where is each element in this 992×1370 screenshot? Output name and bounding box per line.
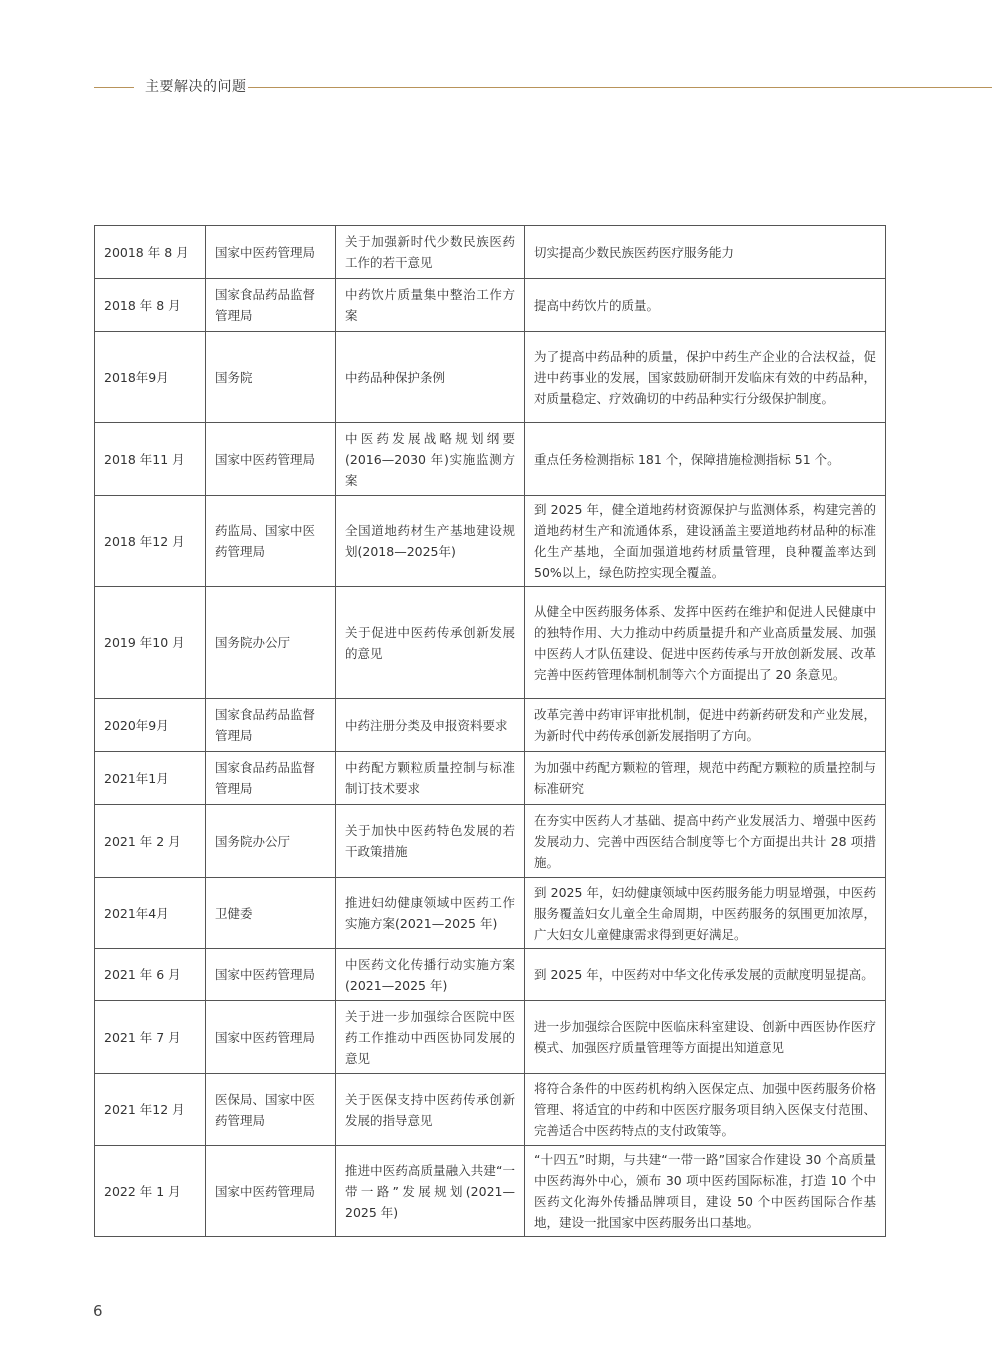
document-cell: 推进妇幼健康领域中医药工作实施方案(2021—2025 年) [336,878,525,949]
document-cell: 关于医保支持中医药传承创新发展的指导意见 [336,1074,525,1146]
agency-cell: 国务院办公厅 [206,587,336,699]
agency-cell: 国家中医药管理局 [206,226,336,279]
agency-cell: 国务院 [206,332,336,423]
document-cell: 关于加强新时代少数民族医药工作的若干意见 [336,226,525,279]
document-cell: 中医药文化传播行动实施方案(2021—2025 年) [336,949,525,1001]
date-cell: 2018 年 8 月 [95,279,206,332]
agency-cell: 国务院办公厅 [206,805,336,878]
agency-cell: 国家食品药品监督管理局 [206,752,336,805]
date-cell: 2019 年10 月 [95,587,206,699]
content-cell: 将符合条件的中医药机构纳入医保定点、加强中医药服务价格管理、将适宜的中药和中医医疗服务项目纳入医保支付范围、完善适合中医药特点的支付政策等。 [525,1074,886,1146]
table-row [95,279,886,332]
table-row [95,805,886,878]
content-cell: 到 2025 年，妇幼健康领域中医药服务能力明显增强，中医药服务覆盖妇女儿童全生命周期，中医药服务的氛围更加浓厚，广大妇女儿童健康需求得到更好满足。 [525,878,886,949]
table-row [95,1146,886,1237]
agency-cell: 卫健委 [206,878,336,949]
agency-cell: 国家食品药品监督管理局 [206,699,336,752]
table-row [95,1001,886,1074]
document-cell: 中药配方颗粒质量控制与标准制订技术要求 [336,752,525,805]
agency-cell: 国家食品药品监督管理局 [206,279,336,332]
header-rule-left [94,87,134,88]
date-cell: 2021年1月 [95,752,206,805]
content-cell: 为加强中药配方颗粒的管理，规范中药配方颗粒的质量控制与标准研究 [525,752,886,805]
document-cell: 中药品种保护条例 [336,332,525,423]
table-row [95,1074,886,1146]
table-row [95,226,886,279]
document-cell: 关于加快中医药特色发展的若干政策措施 [336,805,525,878]
content-cell: 切实提高少数民族医药医疗服务能力 [525,226,886,279]
content-cell: “十四五”时期，与共建“一带一路”国家合作建设 30 个高质量中医药海外中心，颁布 30 项中医药国际标准，打造 10 个中医药文化海外传播品牌项目，建设 50 个中医药国际合作基地，建设一批国家中医药服务出口基地。 [525,1146,886,1237]
content-cell: 在夯实中医药人才基础、提高中药产业发展活力、增强中医药发展动力、完善中西医结合制度等七个方面提出共计 28 项措施。 [525,805,886,878]
table-row [95,587,886,699]
document-cell: 全国道地药材生产基地建设规划(2018—2025年) [336,496,525,587]
date-cell: 2018 年11 月 [95,423,206,496]
content-cell: 到 2025 年，健全道地药材资源保护与监测体系，构建完善的道地药材生产和流通体系，建设涵盖主要道地药材品种的标准化生产基地，全面加强道地药材质量管理，良种覆盖率达到 50%以上，绿色防控实现全覆盖。 [525,496,886,587]
date-cell: 2018年9月 [95,332,206,423]
date-cell: 2021 年 6 月 [95,949,206,1001]
document-cell: 关于进一步加强综合医院中医药工作推动中西医协同发展的意见 [336,1001,525,1074]
table-row [95,332,886,423]
agency-cell: 药监局、国家中医药管理局 [206,496,336,587]
content-cell: 改革完善中药审评审批机制，促进中药新药研发和产业发展，为新时代中药传承创新发展指明了方向。 [525,699,886,752]
table-row [95,752,886,805]
content-cell: 提高中药饮片的质量。 [525,279,886,332]
table-row [95,699,886,752]
document-cell: 推进中医药高质量融入共建“一带一路”发展规划(2021—2025 年) [336,1146,525,1237]
table-row [95,949,886,1001]
page-number: 6 [93,1302,103,1320]
agency-cell: 国家中医药管理局 [206,949,336,1001]
date-cell: 2020年9月 [95,699,206,752]
agency-cell: 国家中医药管理局 [206,423,336,496]
content-cell: 到 2025 年，中医药对中华文化传承发展的贡献度明显提高。 [525,949,886,1001]
content-cell: 重点任务检测指标 181 个，保障措施检测指标 51 个。 [525,423,886,496]
date-cell: 2021 年 2 月 [95,805,206,878]
agency-cell: 国家中医药管理局 [206,1001,336,1074]
document-cell: 中医药发展战略规划纲要(2016—2030 年)实施监测方案 [336,423,525,496]
content-cell: 从健全中医药服务体系、发挥中医药在维护和促进人民健康中的独特作用、大力推动中药质量提升和产业高质量发展、加强中医药人才队伍建设、促进中医药传承与开放创新发展、改革完善中医药管理体制机制等六个方面提出了 20 条意见。 [525,587,886,699]
header-rule-right [248,87,992,88]
section-title: 主要解决的问题 [145,79,247,95]
document-cell: 关于促进中医药传承创新发展的意见 [336,587,525,699]
content-cell: 为了提高中药品种的质量，保护中药生产企业的合法权益，促进中药事业的发展，国家鼓励研制开发临床有效的中药品种，对质量稳定、疗效确切的中药品种实行分级保护制度。 [525,332,886,423]
table-row [95,878,886,949]
agency-cell: 国家中医药管理局 [206,1146,336,1237]
date-cell: 20018 年 8 月 [95,226,206,279]
policy-table [94,225,886,1237]
document-cell: 中药注册分类及申报资料要求 [336,699,525,752]
document-cell: 中药饮片质量集中整治工作方案 [336,279,525,332]
agency-cell: 医保局、国家中医药管理局 [206,1074,336,1146]
date-cell: 2021年4月 [95,878,206,949]
date-cell: 2021 年 7 月 [95,1001,206,1074]
date-cell: 2021 年12 月 [95,1074,206,1146]
content-cell: 进一步加强综合医院中医临床科室建设、创新中西医协作医疗模式、加强医疗质量管理等方面提出知道意见 [525,1001,886,1074]
date-cell: 2022 年 1 月 [95,1146,206,1237]
table-row [95,496,886,587]
date-cell: 2018 年12 月 [95,496,206,587]
table-row [95,423,886,496]
